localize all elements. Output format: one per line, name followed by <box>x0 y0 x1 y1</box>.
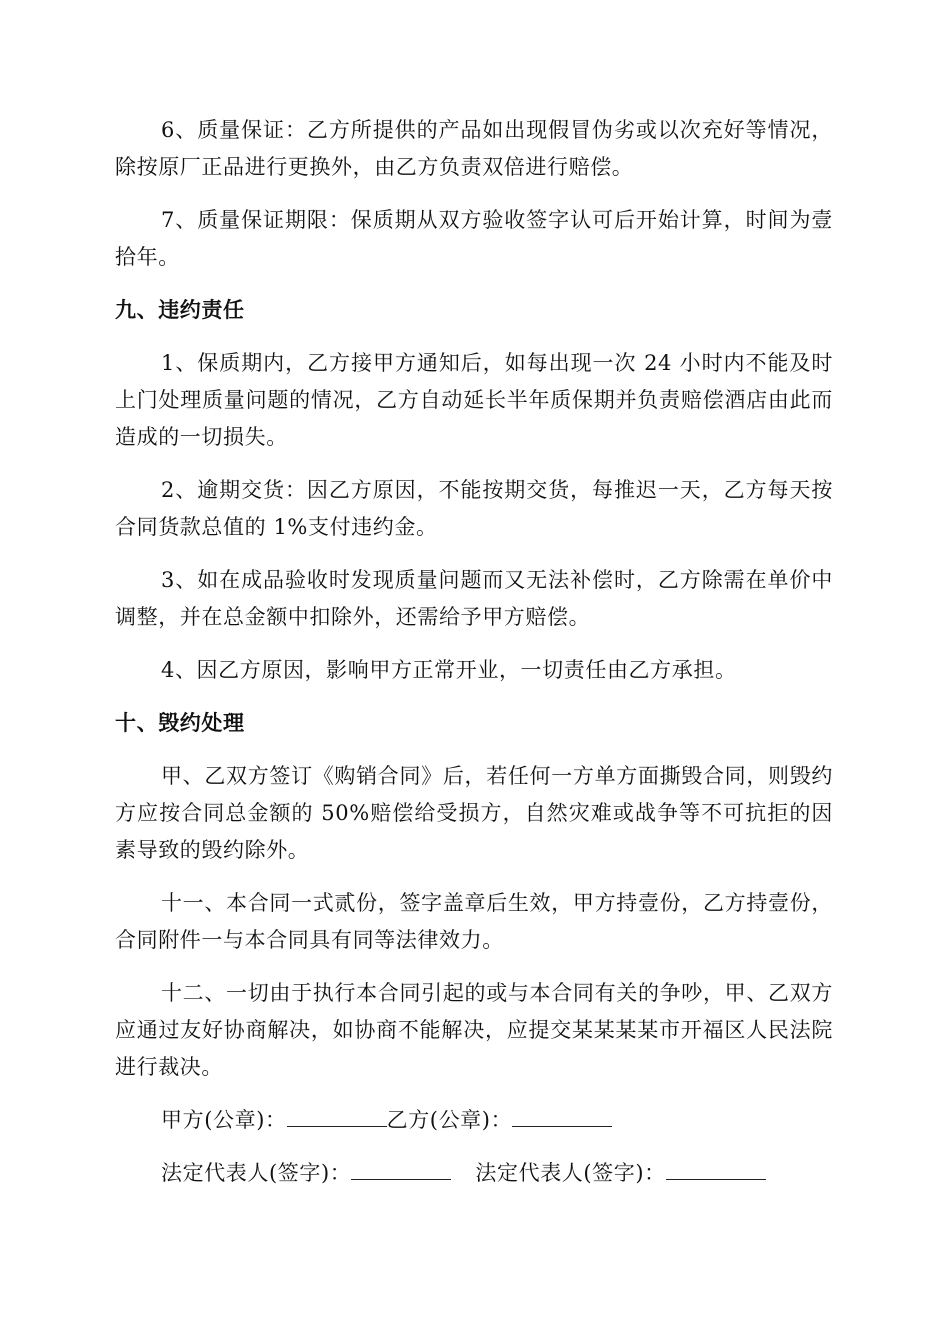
clause-twelve: 十二、一切由于执行本合同引起的或与本合同有关的争吵，甲、乙双方应通过友好协商解决，如协商不能解决，应提交某某某某市开福区人民法院进行裁决。 <box>115 981 833 1079</box>
party-a-rep-label: 法定代表人(签字)： <box>161 1161 352 1185</box>
seal-line <box>115 1102 833 1139</box>
party-a-rep-blank <box>351 1157 451 1180</box>
quality-guarantee-paragraph: 6、质量保证：乙方所提供的产品如出现假冒伪劣或以次充好等情况，除按原厂正品进行更换外，由乙方负责双倍进行赔偿。 <box>115 118 833 179</box>
clause-eleven: 十一、本合同一式贰份，签字盖章后生效，甲方持壹份，乙方持壹份，合同附件一与本合同具有同等法律效力。 <box>115 891 833 952</box>
quality-period-paragraph: 7、质量保证期限：保质期从双方验收签字认可后开始计算，时间为壹拾年。 <box>115 208 833 269</box>
document-body <box>115 112 833 1208</box>
party-b-rep-label: 法定代表人(签字)： <box>475 1161 666 1185</box>
breach-heading: 九、违约责任 <box>115 298 245 322</box>
termination-heading: 十、毁约处理 <box>115 711 245 735</box>
representative-line <box>115 1155 833 1192</box>
breach-clause-1: 1、保质期内，乙方接甲方通知后，如每出现一次 24 小时内不能及时上门处理质量问题的情况，乙方自动延长半年质保期并负责赔偿酒店由此而造成的一切损失。 <box>115 351 833 449</box>
termination-paragraph: 甲、乙双方签订《购销合同》后，若任何一方单方面撕毁合同，则毁约方应按合同总金额的 50%赔偿给受损方，自然灾难或战争等不可抗拒的因素导致的毁约除外。 <box>115 764 833 862</box>
breach-clause-2: 2、逾期交货：因乙方原因，不能按期交货，每推迟一天，乙方每天按合同货款总值的 1%支付违约金。 <box>115 478 833 539</box>
breach-clause-3: 3、如在成品验收时发现质量问题而又无法补偿时，乙方除需在单价中调整，并在总金额中扣除外，还需给予甲方赔偿。 <box>115 568 833 629</box>
party-a-seal-label: 甲方(公章)： <box>161 1108 287 1132</box>
breach-clause-4: 4、因乙方原因，影响甲方正常开业，一切责任由乙方承担。 <box>161 658 737 682</box>
party-a-seal-blank <box>287 1104 387 1127</box>
party-b-seal-label: 乙方(公章)： <box>386 1108 513 1132</box>
party-b-rep-blank <box>666 1157 766 1180</box>
party-b-seal-blank <box>512 1104 612 1127</box>
